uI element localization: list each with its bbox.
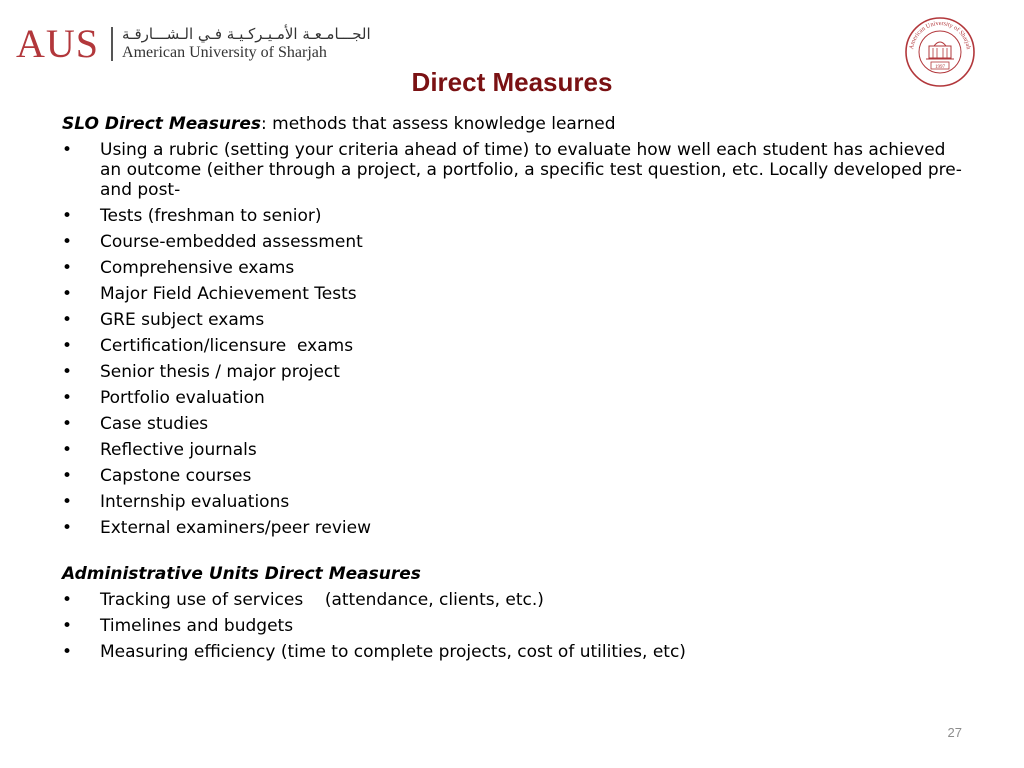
bullet: • <box>62 336 73 356</box>
bullet: • <box>62 642 73 662</box>
logo-mark: AUS <box>16 21 100 66</box>
list-item <box>62 590 962 610</box>
section-gap <box>62 544 962 564</box>
list-item-text: Comprehensive exams <box>100 258 295 278</box>
list-item-text: Internship evaluations <box>100 492 290 512</box>
list-item <box>62 466 962 486</box>
bullet: • <box>62 362 73 382</box>
list-item-text: Certification/licensure exams <box>100 336 354 356</box>
admin-heading: Administrative Units Direct Measures <box>62 564 421 584</box>
slo-heading-rest: : methods that assess knowledge learned <box>261 114 616 134</box>
bullet: • <box>62 140 73 160</box>
admin-measures-list <box>62 590 962 662</box>
list-item-text: Tracking use of services (attendance, clients, etc.) <box>100 590 544 610</box>
logo-divider <box>111 27 113 61</box>
list-item <box>62 140 962 200</box>
bullet: • <box>62 440 73 460</box>
bullet: • <box>62 590 73 610</box>
list-item <box>62 362 962 382</box>
aus-logo <box>16 22 371 66</box>
list-item <box>62 232 962 252</box>
bullet: • <box>62 414 73 434</box>
list-item <box>62 336 962 356</box>
slo-heading <box>62 114 962 134</box>
list-item-text: Capstone courses <box>100 466 252 486</box>
slo-heading-lead: SLO Direct Measures <box>62 114 261 134</box>
list-item-text: Using a rubric (setting your criteria ahead of time) to evaluate how well each student has achieved an outcome (either through a project, a portfolio, a specific test question, etc. Locally developed pre- and post- <box>100 140 962 200</box>
list-item-text: Portfolio evaluation <box>100 388 265 408</box>
list-item <box>62 440 962 460</box>
list-item-text: Reflective journals <box>100 440 257 460</box>
bullet: • <box>62 492 73 512</box>
list-item-text: Tests (freshman to senior) <box>100 206 322 226</box>
slide-content <box>62 114 962 668</box>
seal-year: 1997 <box>935 64 945 70</box>
list-item <box>62 310 962 330</box>
bullet: • <box>62 232 73 252</box>
list-item-text: Course-embedded assessment <box>100 232 363 252</box>
logo-names <box>122 25 371 63</box>
slo-measures-list <box>62 140 962 538</box>
bullet: • <box>62 284 73 304</box>
list-item <box>62 206 962 226</box>
list-item-text: Major Field Achievement Tests <box>100 284 357 304</box>
list-item-text: External examiners/peer review <box>100 518 371 538</box>
logo-english-name: American University of Sharjah <box>122 44 327 61</box>
list-item-text: GRE subject exams <box>100 310 265 330</box>
bullet: • <box>62 616 73 636</box>
bullet: • <box>62 258 73 278</box>
slide-title: Direct Measures <box>411 67 613 97</box>
list-item <box>62 258 962 278</box>
list-item <box>62 518 962 538</box>
list-item <box>62 414 962 434</box>
bullet: • <box>62 518 73 538</box>
list-item-text: Case studies <box>100 414 209 434</box>
bullet: • <box>62 310 73 330</box>
seal-text: American University of Sharjah <box>908 19 972 50</box>
bullet: • <box>62 388 73 408</box>
list-item <box>62 284 962 304</box>
bullet: • <box>62 206 73 226</box>
list-item-text: Measuring efficiency (time to complete projects, cost of utilities, etc) <box>100 642 686 662</box>
logo-arabic-name: الجـــامـعـة الأمـيـركـيـة فـي الـشـــارقـة <box>122 25 371 43</box>
list-item-text: Timelines and budgets <box>100 616 294 636</box>
bullet: • <box>62 466 73 486</box>
list-item <box>62 492 962 512</box>
list-item-text: Senior thesis / major project <box>100 362 340 382</box>
list-item <box>62 388 962 408</box>
list-item <box>62 642 962 662</box>
list-item <box>62 616 962 636</box>
page-number: 27 <box>947 725 962 740</box>
